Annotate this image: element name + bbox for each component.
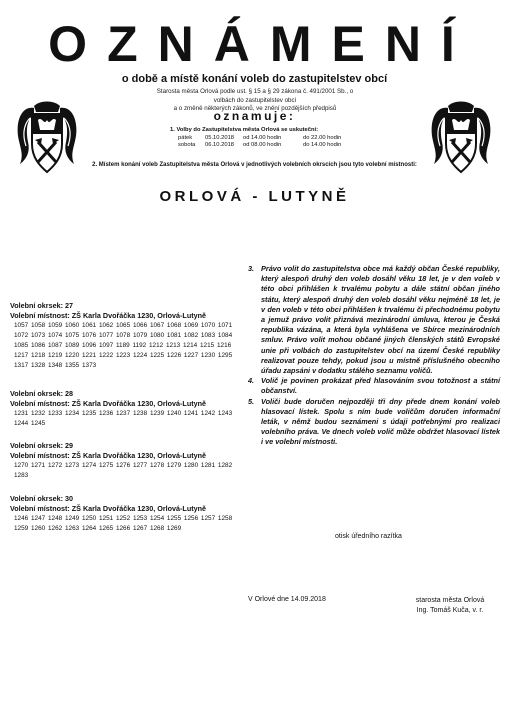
district-room: Volební místnost: ZŠ Karla Dvořáčka 1230, Orlová-Lutyně — [10, 311, 206, 320]
rule-text: Právo volit do zastupitelstva obce má každý občan České republiky, který alespoň druhý den voleb dosáhl věku 18 let, je v den voleb v této obci přihlášen k trvalému pobytu a dále státní občan jiného státu, který alespoň druhý den voleb dosáhl věku nejméně 18 let, je v den voleb v této obci přihlášen k trvalému či přechodnému pobytu a jemuž právo volit přiznává mezinárodní úmluva, kterou je Česká republika vázána, a která byla vyhlášena ve Sbírce mezinárodních smluv. Právo volit mohou občané jiných členských států Evropské unie při volbách do zastupitelstev obcí na území České republiky realizovat pouze tehdy, pokud jsou u místně příslušného obecního úřadu zapsáni v dodatku stálého seznamu voličů. — [261, 264, 500, 376]
rule-text: Voliči bude doručen nejpozději tři dny přede dnem konání voleb hlasovací lístek. Spolu s ním bude voličům doručen informační leták, v němž budou seznámeni s údaji potřebnými pro realizaci volebního práva. Ve dnech voleb volič může obdržet hlasovací lístek i ve volební místnosti. — [261, 396, 500, 447]
official-stamp-placeholder: otisk úředního razítka — [335, 533, 402, 540]
legal-line-1: Starosta města Orlová podle ust. § 15 a § 29 zákona č. 491/2001 Sb., o volbách do zastupitelstev obcí — [156, 88, 354, 104]
rule-item — [248, 397, 500, 448]
place-name: ORLOVÁ - LUTYNĚ — [159, 188, 350, 205]
district-block — [10, 301, 242, 371]
district-numbers: 1270 1271 1272 1273 1274 1275 1276 1277 1278 1279 1280 1281 1282 1283 — [14, 462, 233, 479]
mayor-name: Ing. Tomáš Kuča, v. r. — [416, 606, 484, 614]
district-numbers: 1231 1232 1233 1234 1235 1236 1237 1238 1239 1240 1241 1242 1243 1244 1245 — [14, 410, 233, 427]
announces-heading: oznamuje: — [213, 109, 296, 123]
district-title: Volební okrsek: 30 — [10, 494, 73, 503]
notice-subtitle: o době a místě konání voleb do zastupitelstev obcí — [121, 73, 388, 85]
date-day: sobota — [178, 142, 196, 149]
rule-item — [248, 376, 500, 396]
time-to: do 22.00 hodin — [303, 134, 342, 141]
mayor-signature-block — [400, 596, 500, 615]
time-to: do 14.00 hodin — [303, 142, 342, 149]
district-title: Volební okrsek: 27 — [10, 301, 73, 310]
date-value: 05.10.2018 — [205, 134, 235, 141]
election-dates — [170, 127, 341, 150]
time-from: od 08.00 hodin — [243, 142, 282, 149]
date-row — [170, 135, 341, 143]
district-numbers: 1246 1247 1248 1249 1250 1251 1252 1253 1254 1255 1256 1257 1258 1259 1260 1262 1263 1264 1265 1266 1267 1268 1269 — [14, 515, 233, 532]
district-room: Volební místnost: ZŠ Karla Dvořáčka 1230, Orlová-Lutyně — [10, 399, 206, 408]
date-day: pátek — [178, 134, 193, 141]
district-title: Volební okrsek: 29 — [10, 441, 73, 450]
notice-title: OZNÁMENÍ — [48, 16, 475, 72]
rule-text: Volič je povinen prokázat před hlasováním svou totožnost a státní občanství. — [261, 376, 500, 396]
district-room: Volební místnost: ZŠ Karla Dvořáčka 1230, Orlová-Lutyně — [10, 504, 206, 513]
legal-line-2: a o změně některých zákonů, ve znění pozdějších předpisů — [173, 105, 337, 112]
district-block — [10, 389, 242, 429]
district-block — [10, 494, 242, 534]
date-value: 06.10.2018 — [205, 142, 235, 149]
district-block — [10, 441, 242, 481]
rule-number: 4. — [248, 376, 255, 386]
district-room: Volební místnost: ZŠ Karla Dvořáčka 1230, Orlová-Lutyně — [10, 451, 206, 460]
polling-places-intro: 2. Místem konání voleb Zastupitelstva města Orlová v jednotlivých volebních okrscích jsou tyto volební místnosti: — [92, 162, 417, 168]
district-numbers: 1057 1058 1059 1060 1061 1062 1065 1066 1067 1068 1069 1070 1071 1072 1073 1074 1075 1076 1077 1078 1079 1080 1081 1082 1083 1084 1085 1086 1087 1089 1096 1097 1189 1192 1212 1213 1214 1215 1216 1217 1218 1219 1220 1221 1222 1223 1224 1225 1226 1227 1230 1295 1317 1328 1348 1355 1373 — [14, 322, 233, 369]
date-row — [170, 142, 341, 150]
election-dates-heading: 1. Volby do Zastupitelstva města Orlová se uskuteční: — [170, 127, 319, 133]
district-title: Volební okrsek: 28 — [10, 389, 73, 398]
rule-item — [248, 264, 500, 376]
voting-rules-list — [248, 264, 500, 448]
rule-number: 5. — [248, 396, 255, 406]
signature-date: V Orlové dne 14.09.2018 — [248, 596, 326, 603]
mayor-title: starosta města Orlová — [415, 597, 485, 604]
rule-number: 3. — [248, 264, 255, 273]
time-from: od 14.00 hodin — [243, 134, 282, 141]
